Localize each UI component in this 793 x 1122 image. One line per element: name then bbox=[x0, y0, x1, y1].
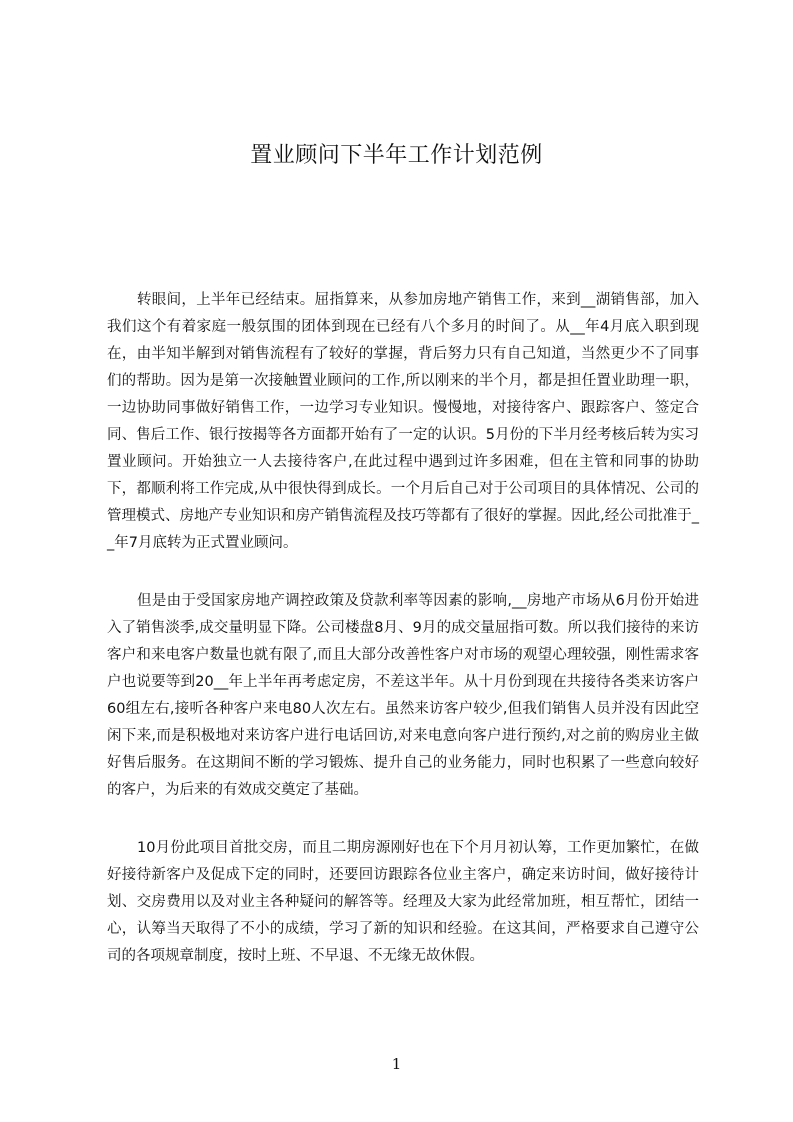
paragraph-2: 但是由于受国家房地产调控政策及贷款利率等因素的影响,__房地产市场从6月份开始进入了销售淡季,成交量明显下降。公司楼盘8月、9月的成交量屈指可数。所以我们接待的来访客户和来电客户数量也就有限了,而且大部分改善性客户对市场的观望心理较强，刚性需求客户也说要等到20__年上半年再考虑定房，不差这半年。从十月份到现在共接待各类来访客户60组左右,接听各种客户来电80人次左右。虽然来访客户较少,但我们销售人员并没有因此空闲下来,而是积极地对来访客户进行电话回访,对来电意向客户进行预约,对之前的购房业主做好售后服务。在这期间不断的学习锻炼、提升自己的业务能力，同时也积累了一些意向较好的客户，为后来的有效成交奠定了基础。 bbox=[107, 593, 699, 798]
page-number: 1 bbox=[391, 1055, 402, 1073]
paragraph-3: 10月份此项目首批交房，而且二期房源刚好也在下个月月初认筹，工作更加繁忙，在做好接待新客户及促成下定的同时，还要回访跟踪各位业主客户，确定来访时间，做好接待计划、交房费用以及对业主各种疑问的解答等。经理及大家为此经常加班，相互帮忙，团结一心，认筹当天取得了不小的成绩，学习了新的知识和经验。在这其间，严格要求自己遵守公司的各项规章制度，按时上班、不早退、不无缘无故休假。 bbox=[107, 840, 699, 964]
document-title: 置业顾问下半年工作计划范例 bbox=[250, 143, 543, 168]
document-body bbox=[107, 287, 699, 1001]
paragraph-1: 转眼间，上半年已经结束。屈指算来，从参加房地产销售工作，来到__湖销售部，加入我们这个有着家庭一般氛围的团体到现在已经有八个多月的时间了。从__年4月底入职到现在，由半知半解到对销售流程有了较好的掌握，背后努力只有自己知道，当然更少不了同事们的帮助。因为是第一次接触置业顾问的工作,所以刚来的半个月，都是担任置业助理一职，一边协助同事做好销售工作，一边学习专业知识。慢慢地，对接待客户、跟踪客户、签定合同、售后工作、银行按揭等各方面都开始有了一定的认识。5月份的下半月经考核后转为实习置业顾问。开始独立一人去接待客户,在此过程中遇到过许多困难，但在主管和同事的协助下，都顺利将工作完成,从中很快得到成长。一个月后自己对于公司项目的具体情况、公司的管理模式、房地产专业知识和房产销售流程及技巧等都有了很好的掌握。因此,经公司批准于__年7月底转为正式置业顾问。 bbox=[107, 292, 699, 551]
